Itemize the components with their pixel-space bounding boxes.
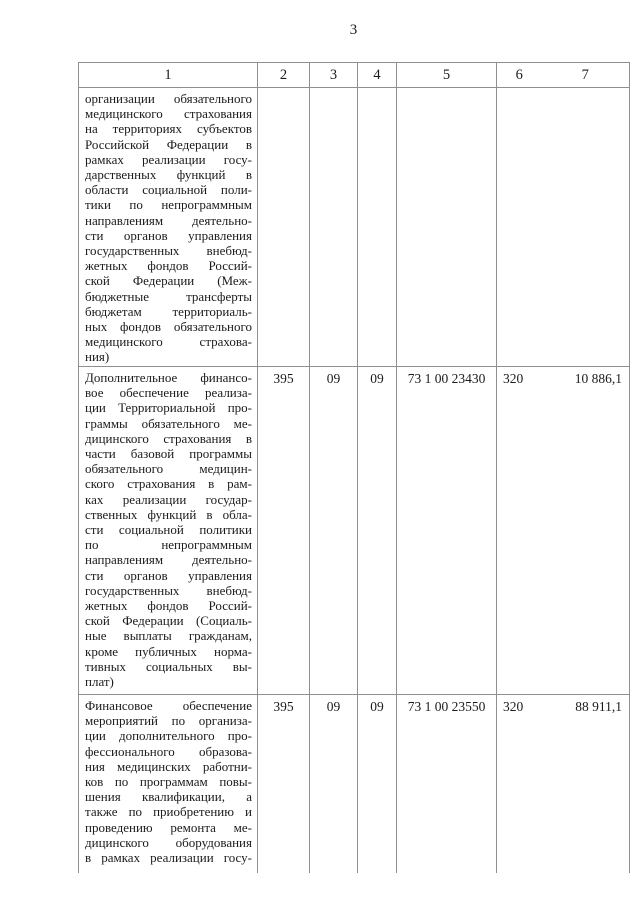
cell-grbs-code-value <box>258 88 309 92</box>
description-line: также по приобретению и <box>85 804 252 820</box>
cell-subsection-code-value: 09 <box>370 371 384 386</box>
description-line: на территориях субъектов <box>85 121 252 137</box>
cell-subsection-code <box>358 695 397 874</box>
cell-expense-type-code <box>497 367 542 695</box>
description-line: ков по программам повы- <box>85 774 252 790</box>
description-line: ках реализации государ- <box>85 491 252 507</box>
cell-amount <box>542 695 630 874</box>
cell-expense-type-code <box>497 695 542 874</box>
cell-expense-type-code-value: 320 <box>503 699 524 714</box>
page-number: 3 <box>349 22 358 38</box>
description-line: тивных социальных вы- <box>85 658 252 674</box>
cell-section-code-value: 09 <box>326 699 341 714</box>
description-line: дицинского оборудования <box>85 834 252 850</box>
cell-expense-type-code-value <box>497 88 542 92</box>
description-line: рамках реализации госу- <box>85 151 252 167</box>
cell-grbs-code <box>258 367 310 695</box>
description-line: Финансовое обеспечение <box>85 698 252 713</box>
table-viewport <box>78 62 631 873</box>
description-line: кроме публичных норма- <box>85 643 252 659</box>
description-line: ской Федерации (Меж- <box>85 273 252 289</box>
description-line: направлениям деятельно- <box>85 212 252 228</box>
description-line: Дополнительное финансо- <box>85 370 252 385</box>
description-line: государственных внебюд- <box>85 582 252 598</box>
description-line: фессионального образова- <box>85 743 252 759</box>
column-header-6: 6 <box>497 63 542 88</box>
row-oms-intergovernmental-transfers <box>79 88 630 367</box>
description-line: ской Федерации (Социаль- <box>85 613 252 629</box>
cell-amount-value <box>542 88 630 92</box>
cell-section-code <box>310 695 358 874</box>
cell-target-article-code-value: 73 1 00 23430 <box>407 371 486 386</box>
cell-expense-type-code-value: 320 <box>503 371 524 386</box>
description-line: обязательного медицин- <box>85 461 252 477</box>
cell-amount <box>542 88 630 367</box>
description-line: мероприятий по организа- <box>85 713 252 729</box>
description-line: граммы обязательного ме- <box>85 415 252 431</box>
description-line: ского страхования в рам- <box>85 476 252 492</box>
description-line: государственных внебюд- <box>85 243 252 259</box>
cell-subsection-code <box>358 367 397 695</box>
cell-description <box>79 367 258 695</box>
description-line: сти органов управления <box>85 227 252 243</box>
cell-grbs-code <box>258 695 310 874</box>
description-line: бюджетам территориаль- <box>85 303 252 319</box>
column-header-3: 3 <box>310 63 358 88</box>
cell-expense-type-code <box>497 88 542 367</box>
description-text <box>79 695 257 865</box>
table-body <box>79 88 630 874</box>
description-text <box>79 88 257 365</box>
cell-target-article-code <box>397 88 497 367</box>
description-line: ния) <box>85 349 110 365</box>
row-professional-education-financing <box>79 695 630 874</box>
column-header-1: 1 <box>79 63 258 88</box>
cell-description <box>79 88 258 367</box>
description-line: ные выплаты гражданам, <box>85 628 252 644</box>
cell-target-article-code-value: 73 1 00 23550 <box>407 699 486 714</box>
description-line: ных фондов обязательного <box>85 319 252 335</box>
cell-subsection-code <box>358 88 397 367</box>
cell-amount <box>542 367 630 695</box>
cell-subsection-code-value: 09 <box>370 699 384 714</box>
description-line: вое обеспечение реализа- <box>85 385 252 401</box>
description-line: проведению ремонта ме- <box>85 819 252 835</box>
description-line: дицинского страхования в <box>85 430 252 446</box>
cell-grbs-code <box>258 88 310 367</box>
table-header-row <box>79 63 630 88</box>
cell-target-article-code-value <box>397 88 496 92</box>
description-line: области социальной поли- <box>85 182 252 198</box>
description-line: ственных функций в обла- <box>85 506 252 522</box>
column-header-7: 7 <box>542 63 630 88</box>
cell-section-code-value: 09 <box>326 371 341 386</box>
column-header-5: 5 <box>397 63 497 88</box>
description-line: медицинского страхова- <box>85 334 252 350</box>
description-line: плат) <box>85 674 114 690</box>
cell-grbs-code-value: 395 <box>273 699 294 714</box>
description-line: направлениям деятельно- <box>85 552 252 568</box>
description-line: жетных фондов Россий- <box>85 258 252 274</box>
description-line: бюджетные трансферты <box>85 288 252 304</box>
description-line: организации обязательного <box>85 91 252 106</box>
description-line: ции Территориальной про- <box>85 400 252 416</box>
cell-amount-value: 88 911,1 <box>575 699 622 714</box>
cell-target-article-code <box>397 367 497 695</box>
cell-section-code <box>310 88 358 367</box>
description-line: сти социальной политики <box>85 522 252 538</box>
cell-description <box>79 695 258 874</box>
description-line: Российской Федерации в <box>85 136 252 152</box>
description-line: части базовой программы <box>85 446 252 462</box>
cell-section-code-value <box>310 88 357 92</box>
column-header-4: 4 <box>358 63 397 88</box>
row-additional-financial-support <box>79 367 630 695</box>
description-line: ции дополнительного про- <box>85 728 252 744</box>
description-line: ния медицинских работни- <box>85 758 252 774</box>
cell-section-code <box>310 367 358 695</box>
column-header-2: 2 <box>258 63 310 88</box>
cell-target-article-code <box>397 695 497 874</box>
description-line: жетных фондов Россий- <box>85 598 252 614</box>
budget-allocation-table <box>78 62 630 873</box>
cell-subsection-code-value <box>358 88 396 92</box>
description-line: медицинского страхования <box>85 106 252 122</box>
description-line: сти органов управления <box>85 567 252 583</box>
description-line: тики по непрограммным <box>85 197 252 213</box>
description-line: по непрограммным <box>85 537 252 553</box>
table-header <box>79 63 630 88</box>
cell-amount-value: 10 886,1 <box>574 371 622 386</box>
cell-grbs-code-value: 395 <box>273 371 294 386</box>
description-text <box>79 367 257 689</box>
description-line: дарственных функций в <box>85 167 252 183</box>
description-line: в рамках реализации госу- <box>85 850 252 866</box>
description-line: шения квалификации, а <box>85 789 252 805</box>
